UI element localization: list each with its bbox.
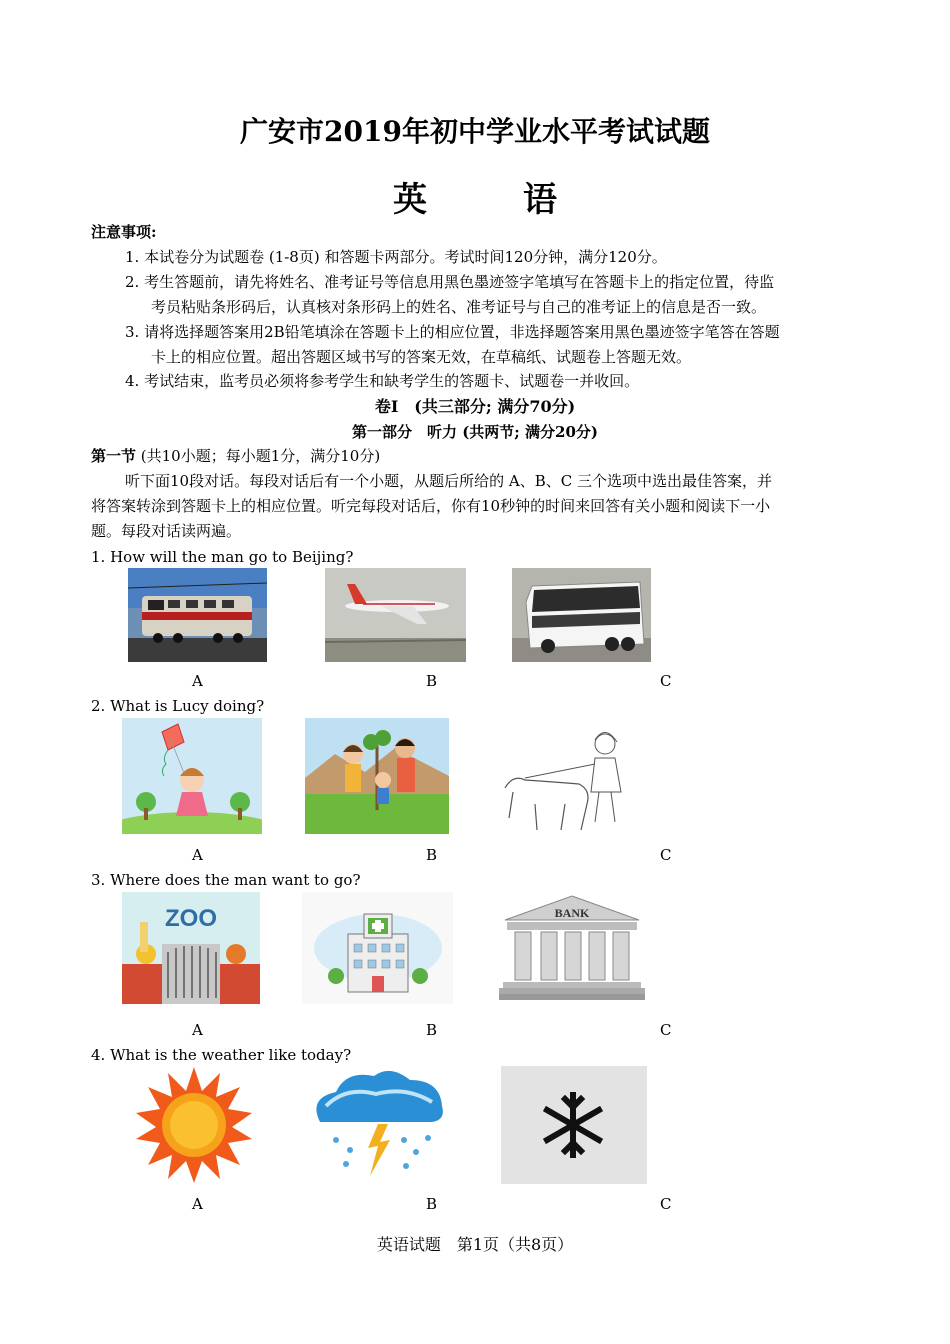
girl-flying-kite-image <box>122 718 262 834</box>
instructions-line-2: 将答案转涂到答题卡上的相应位置。听完每段对话后，你有10秒钟的时间来回答有关小题和阅读下一小 <box>91 497 771 515</box>
zoo-sign-text: ZOO <box>165 905 217 932</box>
page-footer: 英语试题 第1页（共8页） <box>376 1235 574 1254</box>
q1-option-b: B <box>426 672 438 690</box>
thunderstorm-icon <box>306 1066 452 1184</box>
snow-icon <box>501 1066 647 1184</box>
part-heading: 第一部分 听力 (共两节; 满分20分) <box>351 423 599 441</box>
instructions-line-1: 听下面10段对话。每段对话后有一个小题，从题后所给的 A、B、C 三个选项中选出最佳答案，并 <box>125 472 772 490</box>
notice-item-1: 1. 本试卷分为试题卷 (1-8页) 和答题卡两部分。考试时间120分钟，满分120分。 <box>125 248 667 266</box>
train-image <box>128 568 267 662</box>
q2-option-b: B <box>426 846 438 864</box>
subject-title <box>0 172 950 221</box>
airplane-image <box>325 568 466 662</box>
q4-option-a: A <box>192 1195 203 1213</box>
notice-item-3-cont: 卡上的相应位置。超出答题区域书写的答案无效，在草稿纸、试题卷上答题无效。 <box>151 348 692 366</box>
hospital-image <box>302 892 453 1004</box>
notice-item-2: 2. 考生答题前，请先将姓名、准考证号等信息用黑色墨迹签字笔填写在答题卡上的指定位置，待监 <box>125 273 775 291</box>
q1-option-a: A <box>192 672 203 690</box>
exam-title: 广安市2019年初中学业水平考试试题 <box>240 115 710 148</box>
q3-option-a: A <box>192 1021 203 1039</box>
notice-item-3: 3. 请将选择题答案用2B铅笔填涂在答题卡上的相应位置，非选择题答案用黑色墨迹签字笔答在答题 <box>125 323 780 341</box>
question-3: 3. Where does the man want to go? <box>91 871 361 889</box>
q4-option-b: B <box>426 1195 438 1213</box>
instructions-line-3: 题。每段对话读两遍。 <box>91 522 242 540</box>
sun-icon <box>122 1066 266 1184</box>
question-2: 2. What is Lucy doing? <box>91 697 265 715</box>
subject-char-1: 英 <box>393 180 427 220</box>
q2-option-a: A <box>192 846 203 864</box>
bus-image <box>512 568 651 662</box>
section-info: (共10小题；每小题1分，满分10分) <box>136 447 381 465</box>
bank-sign-text: BANK <box>554 906 590 920</box>
notice-heading: 注意事项: <box>91 223 157 241</box>
question-1: 1. How will the man go to Beijing? <box>91 548 354 566</box>
question-4: 4. What is the weather like today? <box>91 1046 352 1064</box>
zoo-image <box>122 892 260 1004</box>
q1-option-c: C <box>660 672 672 690</box>
subject-char-2: 语 <box>523 180 557 220</box>
q2-option-c: C <box>660 846 672 864</box>
q3-option-c: C <box>660 1021 672 1039</box>
notice-item-2-cont: 考员粘贴条形码后，认真核对条形码上的姓名、准考证号与自己的准考证上的信息是否一致。 <box>151 298 767 316</box>
section-label: 第一节 <box>91 447 137 465</box>
planting-tree-image <box>305 718 449 834</box>
notice-item-4: 4. 考试结束，监考员必须将参考学生和缺考学生的答题卡、试题卷一并收回。 <box>125 372 640 390</box>
q3-option-b: B <box>426 1021 438 1039</box>
girl-walking-dog-image <box>495 718 637 834</box>
bank-image <box>499 892 645 1004</box>
q4-option-c: C <box>660 1195 672 1213</box>
volume-heading: 卷I (共三部分; 满分70分) <box>374 397 576 416</box>
section-heading <box>91 444 380 468</box>
